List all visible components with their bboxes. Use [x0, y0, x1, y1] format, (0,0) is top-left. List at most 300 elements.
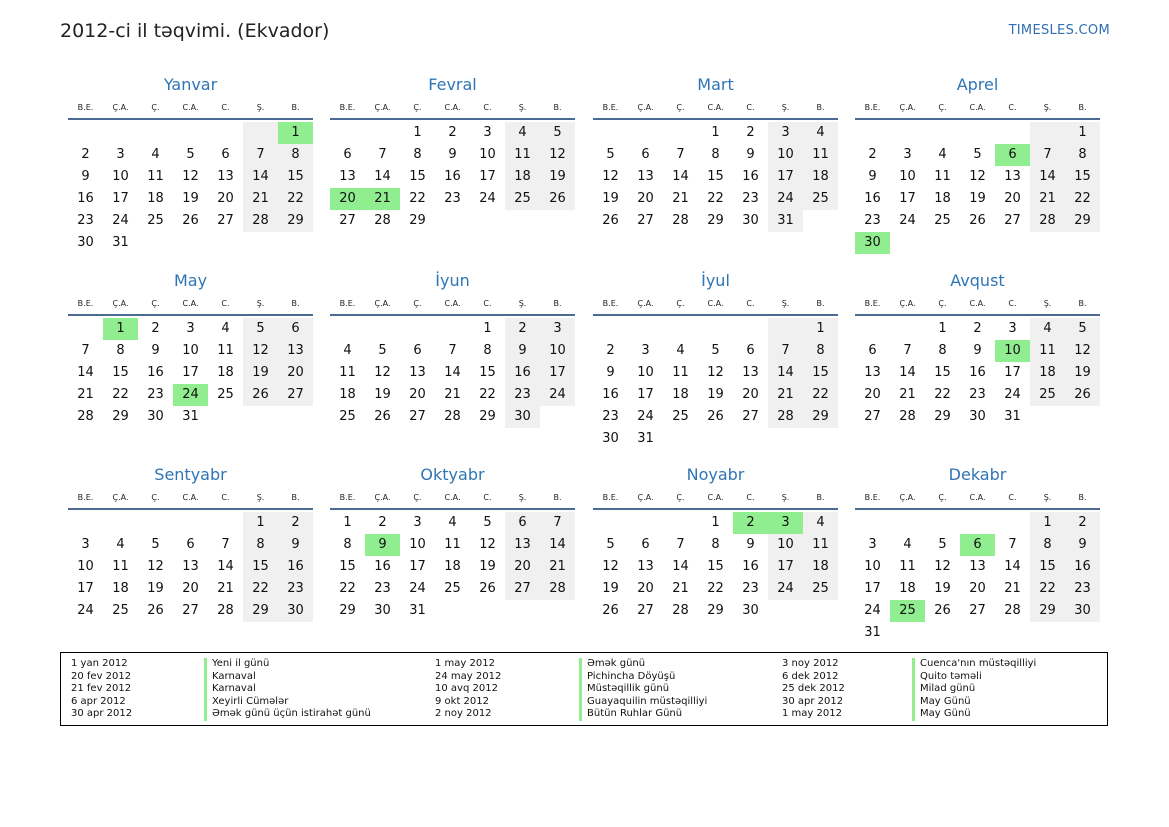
day-cell: 23	[1065, 578, 1100, 600]
holiday-day-cell: 2	[733, 512, 768, 534]
empty-cell	[243, 122, 278, 144]
month-name: Mart	[697, 75, 734, 94]
day-cell: 27	[182, 603, 199, 618]
day-cell: 6	[278, 318, 313, 340]
day-cell: 2	[1065, 512, 1100, 534]
holiday-name: Yeni il günü	[204, 658, 371, 671]
day-cell: 17	[768, 166, 803, 188]
day-cell: 5	[973, 147, 982, 162]
weekday-label: B.E.	[864, 299, 881, 308]
day-cell: 19	[243, 362, 278, 384]
day-cell: 19	[602, 191, 619, 206]
day-cell: 26	[707, 409, 724, 424]
weekday-label: B.	[816, 103, 825, 112]
day-cell: 29	[409, 213, 426, 228]
day-cell: 6	[413, 343, 422, 358]
day-cell: 15	[112, 365, 129, 380]
weekday-label: B.E.	[602, 103, 619, 112]
weekday-label: Ç.A.	[899, 299, 916, 308]
day-cell: 11	[147, 169, 164, 184]
day-cell: 6	[186, 537, 195, 552]
weekday-label: Ş.	[781, 299, 790, 308]
day-cell: 21	[540, 556, 575, 578]
day-cell: 9	[746, 537, 755, 552]
day-cell: 23	[147, 387, 164, 402]
holiday-name: May Günü	[912, 708, 1036, 721]
day-cell: 23	[77, 213, 94, 228]
day-cell: 2	[278, 512, 313, 534]
holiday-name: Əmək günü üçün istirahət günü	[204, 708, 371, 721]
day-cell: 4	[938, 147, 947, 162]
weekday-label: B.	[291, 103, 300, 112]
weekday-label: Ç.A.	[112, 299, 129, 308]
day-cell: 29	[707, 603, 724, 618]
day-cell: 11	[217, 343, 234, 358]
day-cell: 22	[479, 387, 496, 402]
day-cell: 30	[742, 603, 759, 618]
empty-cell	[663, 318, 698, 340]
empty-cell	[995, 122, 1030, 144]
day-cell: 22	[112, 387, 129, 402]
day-cell: 17	[77, 581, 94, 596]
day-cell: 22	[1030, 578, 1065, 600]
empty-cell	[663, 512, 698, 534]
day-cell: 4	[116, 537, 125, 552]
day-cell: 2	[868, 147, 877, 162]
day-cell: 19	[479, 559, 496, 574]
day-cell: 12	[147, 559, 164, 574]
day-cell: 18	[112, 581, 129, 596]
day-cell: 6	[221, 147, 230, 162]
weekday-header	[68, 488, 313, 510]
day-cell: 16	[444, 169, 461, 184]
day-cell: 18	[899, 581, 916, 596]
weekday-label: Ç.A.	[637, 299, 654, 308]
day-cell: 18	[1030, 362, 1065, 384]
day-cell: 22	[1065, 188, 1100, 210]
holiday-names-col-3	[912, 658, 1036, 721]
day-cell: 24	[768, 188, 803, 210]
day-cell: 15	[707, 169, 724, 184]
day-cell: 18	[934, 191, 951, 206]
day-cell: 19	[1065, 362, 1100, 384]
day-cell: 13	[217, 169, 234, 184]
day-cell: 5	[711, 343, 720, 358]
day-cell: 9	[606, 365, 615, 380]
day-cell: 12	[540, 144, 575, 166]
day-cell: 5	[186, 147, 195, 162]
day-cell: 10	[637, 365, 654, 380]
day-cell: 11	[672, 365, 689, 380]
day-cell: 26	[934, 603, 951, 618]
day-cell: 23	[742, 191, 759, 206]
weekday-label: Ç.A.	[374, 299, 391, 308]
weekday-label: C.	[483, 299, 492, 308]
day-cell: 12	[182, 169, 199, 184]
day-cell: 1	[803, 318, 838, 340]
day-cell: 13	[637, 559, 654, 574]
day-cell: 31	[637, 431, 654, 446]
day-cell: 21	[899, 387, 916, 402]
day-cell: 5	[606, 147, 615, 162]
holiday-name: Pichincha Döyüşü	[579, 671, 707, 684]
day-cell: 9	[868, 169, 877, 184]
day-cell: 20	[969, 581, 986, 596]
day-cell: 18	[217, 365, 234, 380]
day-cell: 31	[182, 409, 199, 424]
holiday-date: 1 yan 2012	[71, 658, 128, 669]
day-cell: 29	[707, 213, 724, 228]
day-cell: 24	[479, 191, 496, 206]
day-cell: 29	[339, 603, 356, 618]
empty-cell	[173, 122, 208, 144]
empty-cell	[365, 318, 400, 340]
day-cell: 25	[803, 188, 838, 210]
day-cell: 13	[278, 340, 313, 362]
day-cell: 5	[378, 343, 387, 358]
day-cell: 20	[278, 362, 313, 384]
day-cell: 23	[505, 384, 540, 406]
day-cell: 30	[742, 213, 759, 228]
month-name: Noyabr	[686, 465, 745, 484]
holiday-day-cell: 21	[365, 188, 400, 210]
empty-cell	[995, 512, 1030, 534]
day-cell: 18	[803, 166, 838, 188]
day-cell: 13	[505, 534, 540, 556]
day-cell: 14	[899, 365, 916, 380]
day-cell: 29	[479, 409, 496, 424]
day-cell: 5	[1065, 318, 1100, 340]
day-cell: 22	[243, 578, 278, 600]
day-cell: 4	[1030, 318, 1065, 340]
day-cell: 20	[1004, 191, 1021, 206]
day-cell: 21	[243, 188, 278, 210]
weekday-label: C.A.	[707, 299, 724, 308]
weekday-label: B.	[1078, 299, 1087, 308]
day-cell: 26	[602, 603, 619, 618]
day-cell: 26	[479, 581, 496, 596]
day-cell: 5	[243, 318, 278, 340]
day-cell: 21	[77, 387, 94, 402]
weekday-label: B.E.	[602, 299, 619, 308]
weekday-label: Ç.	[413, 493, 422, 502]
weekday-label: C.A.	[969, 103, 986, 112]
holiday-name: Xeyirli Cümələr	[204, 696, 371, 709]
holiday-name: Bütün Ruhlar Günü	[579, 708, 707, 721]
empty-cell	[925, 512, 960, 534]
holiday-day-cell: 9	[365, 534, 400, 556]
day-cell: 4	[343, 343, 352, 358]
day-cell: 8	[116, 343, 125, 358]
day-cell: 11	[803, 534, 838, 556]
day-cell: 16	[742, 559, 759, 574]
day-cell: 8	[1030, 534, 1065, 556]
empty-cell	[960, 512, 995, 534]
day-cell: 1	[1065, 122, 1100, 144]
empty-cell	[593, 318, 628, 340]
day-cell: 27	[217, 213, 234, 228]
day-cell: 18	[339, 387, 356, 402]
weekday-label: C.A.	[182, 493, 199, 502]
day-cell: 19	[969, 191, 986, 206]
day-cell: 7	[81, 343, 90, 358]
day-cell: 16	[864, 191, 881, 206]
day-cell: 15	[1030, 556, 1065, 578]
day-cell: 17	[768, 556, 803, 578]
month-1	[68, 72, 313, 254]
holiday-day-cell: 10	[995, 340, 1030, 362]
weekday-label: B.	[553, 493, 562, 502]
day-cell: 20	[637, 581, 654, 596]
month-name: Avqust	[950, 271, 1005, 290]
day-cell: 15	[243, 556, 278, 578]
day-cell: 16	[1065, 556, 1100, 578]
weekday-label: C.	[221, 299, 230, 308]
day-cell: 31	[768, 210, 803, 232]
day-cell: 17	[540, 362, 575, 384]
day-cell: 9	[973, 343, 982, 358]
holiday-day-cell: 20	[330, 188, 365, 210]
month-11	[593, 462, 838, 622]
weekday-label: C.	[483, 493, 492, 502]
day-cell: 27	[637, 603, 654, 618]
empty-cell	[400, 318, 435, 340]
weekday-label: Ç.	[151, 493, 160, 502]
day-cell: 10	[479, 147, 496, 162]
day-cell: 1	[938, 321, 947, 336]
day-cell: 10	[182, 343, 199, 358]
day-cell: 9	[746, 147, 755, 162]
weekday-label: B.	[553, 103, 562, 112]
day-cell: 26	[540, 188, 575, 210]
day-cell: 10	[540, 340, 575, 362]
day-cell: 30	[147, 409, 164, 424]
holiday-day-cell: 6	[960, 534, 995, 556]
day-cell: 22	[707, 581, 724, 596]
day-cell: 20	[182, 581, 199, 596]
holiday-day-cell: 1	[278, 122, 313, 144]
day-cell: 20	[742, 387, 759, 402]
day-cell: 7	[1030, 144, 1065, 166]
day-cell: 14	[77, 365, 94, 380]
holiday-name: Əmək günü	[579, 658, 707, 671]
day-cell: 3	[768, 122, 803, 144]
empty-cell	[103, 512, 138, 534]
day-cell: 3	[1008, 321, 1017, 336]
weekday-label: Ç.	[413, 299, 422, 308]
weekday-label: Ş.	[1043, 103, 1052, 112]
day-cell: 1	[711, 125, 720, 140]
empty-cell	[890, 122, 925, 144]
weekday-label: C.	[746, 493, 755, 502]
month-4	[855, 72, 1100, 254]
day-cell: 18	[444, 559, 461, 574]
day-cell: 12	[1065, 340, 1100, 362]
day-cell: 28	[768, 406, 803, 428]
weekday-label: Ç.	[413, 103, 422, 112]
day-cell: 8	[1065, 144, 1100, 166]
day-cell: 3	[540, 318, 575, 340]
day-cell: 24	[864, 603, 881, 618]
weekday-header	[68, 294, 313, 316]
day-grid	[68, 318, 313, 428]
day-cell: 11	[444, 537, 461, 552]
month-name: Yanvar	[163, 75, 218, 94]
empty-cell	[593, 122, 628, 144]
day-cell: 17	[899, 191, 916, 206]
day-cell: 23	[742, 581, 759, 596]
weekday-label: Ş.	[518, 493, 527, 502]
day-cell: 23	[278, 578, 313, 600]
holiday-date: 24 may 2012	[435, 670, 502, 682]
day-cell: 8	[483, 343, 492, 358]
day-cell: 15	[707, 559, 724, 574]
day-cell: 8	[413, 147, 422, 162]
holiday-name: May Günü	[912, 696, 1036, 709]
weekday-label: Ş.	[256, 493, 265, 502]
day-cell: 1	[483, 321, 492, 336]
weekday-label: C.	[1008, 299, 1017, 308]
empty-cell	[698, 318, 733, 340]
empty-cell	[103, 122, 138, 144]
brand-link[interactable]: TIMESLES.COM	[1008, 23, 1110, 38]
holiday-name: Müstəqillik günü	[579, 683, 707, 696]
empty-cell	[890, 512, 925, 534]
day-cell: 4	[903, 537, 912, 552]
day-cell: 4	[221, 321, 230, 336]
weekday-label: B.	[816, 299, 825, 308]
day-cell: 16	[602, 387, 619, 402]
day-cell: 7	[243, 144, 278, 166]
day-cell: 17	[637, 387, 654, 402]
weekday-label: Ç.A.	[637, 493, 654, 502]
day-cell: 23	[374, 581, 391, 596]
day-cell: 26	[182, 213, 199, 228]
day-cell: 16	[742, 169, 759, 184]
day-cell: 9	[278, 534, 313, 556]
day-cell: 29	[112, 409, 129, 424]
day-cell: 15	[278, 166, 313, 188]
weekday-label: Ş.	[518, 103, 527, 112]
day-cell: 2	[448, 125, 457, 140]
day-cell: 15	[479, 365, 496, 380]
day-cell: 2	[746, 125, 755, 140]
day-cell: 24	[637, 409, 654, 424]
day-cell: 2	[505, 318, 540, 340]
month-10	[330, 462, 575, 622]
month-9	[68, 462, 313, 622]
day-cell: 3	[641, 343, 650, 358]
weekday-header	[68, 98, 313, 120]
holiday-date: 9 okt 2012	[435, 695, 489, 707]
weekday-label: C.A.	[182, 103, 199, 112]
month-name: May	[173, 271, 208, 290]
day-cell: 26	[1065, 384, 1100, 406]
weekday-header	[330, 98, 575, 120]
day-cell: 10	[409, 537, 426, 552]
day-cell: 7	[378, 147, 387, 162]
weekday-label: C.A.	[707, 493, 724, 502]
day-cell: 21	[672, 191, 689, 206]
day-cell: 26	[602, 213, 619, 228]
day-cell: 30	[374, 603, 391, 618]
day-cell: 25	[505, 188, 540, 210]
weekday-label: Ç.	[676, 103, 685, 112]
month-7	[593, 268, 838, 450]
day-cell: 7	[1008, 537, 1017, 552]
day-cell: 28	[1030, 210, 1065, 232]
empty-cell	[173, 512, 208, 534]
day-cell: 30	[77, 235, 94, 250]
day-cell: 2	[378, 515, 387, 530]
weekday-label: C.A.	[444, 299, 461, 308]
day-cell: 17	[409, 559, 426, 574]
weekday-label: B.E.	[77, 103, 94, 112]
day-cell: 25	[339, 409, 356, 424]
weekday-label: C.	[483, 103, 492, 112]
empty-cell	[68, 122, 103, 144]
holiday-date: 10 avq 2012	[435, 683, 498, 695]
day-cell: 10	[768, 144, 803, 166]
day-cell: 14	[540, 534, 575, 556]
holiday-dates-col-2	[435, 658, 501, 721]
empty-cell	[960, 122, 995, 144]
day-cell: 12	[602, 169, 619, 184]
weekday-label: Ç.	[938, 103, 947, 112]
day-cell: 24	[1004, 387, 1021, 402]
day-cell: 8	[803, 340, 838, 362]
day-cell: 9	[1065, 534, 1100, 556]
day-cell: 24	[768, 578, 803, 600]
day-cell: 27	[339, 213, 356, 228]
weekday-label: Ç.A.	[637, 103, 654, 112]
holiday-day-cell: 30	[855, 232, 890, 254]
day-cell: 3	[868, 537, 877, 552]
weekday-label: B.	[816, 493, 825, 502]
day-grid	[330, 122, 575, 232]
day-cell: 22	[409, 191, 426, 206]
holiday-date: 6 dek 2012	[782, 670, 839, 682]
day-cell: 6	[868, 343, 877, 358]
day-cell: 19	[934, 581, 951, 596]
day-cell: 16	[278, 556, 313, 578]
day-grid	[855, 512, 1100, 644]
day-cell: 28	[1004, 603, 1021, 618]
day-cell: 7	[676, 147, 685, 162]
weekday-header	[855, 98, 1100, 120]
day-cell: 27	[969, 603, 986, 618]
day-cell: 12	[479, 537, 496, 552]
day-cell: 5	[151, 537, 160, 552]
day-cell: 16	[77, 191, 94, 206]
day-cell: 21	[217, 581, 234, 596]
holiday-date: 2 noy 2012	[435, 708, 492, 720]
day-cell: 27	[409, 409, 426, 424]
day-cell: 20	[864, 387, 881, 402]
holiday-name: Karnaval	[204, 671, 371, 684]
empty-cell	[208, 122, 243, 144]
weekday-label: Ç.A.	[374, 103, 391, 112]
day-cell: 8	[711, 537, 720, 552]
day-cell: 15	[1065, 166, 1100, 188]
day-cell: 30	[602, 431, 619, 446]
weekday-label: Ç.A.	[899, 103, 916, 112]
day-cell: 27	[278, 384, 313, 406]
weekday-label: Ç.	[938, 299, 947, 308]
day-cell: 6	[641, 147, 650, 162]
day-cell: 4	[676, 343, 685, 358]
month-name: Fevral	[428, 75, 477, 94]
